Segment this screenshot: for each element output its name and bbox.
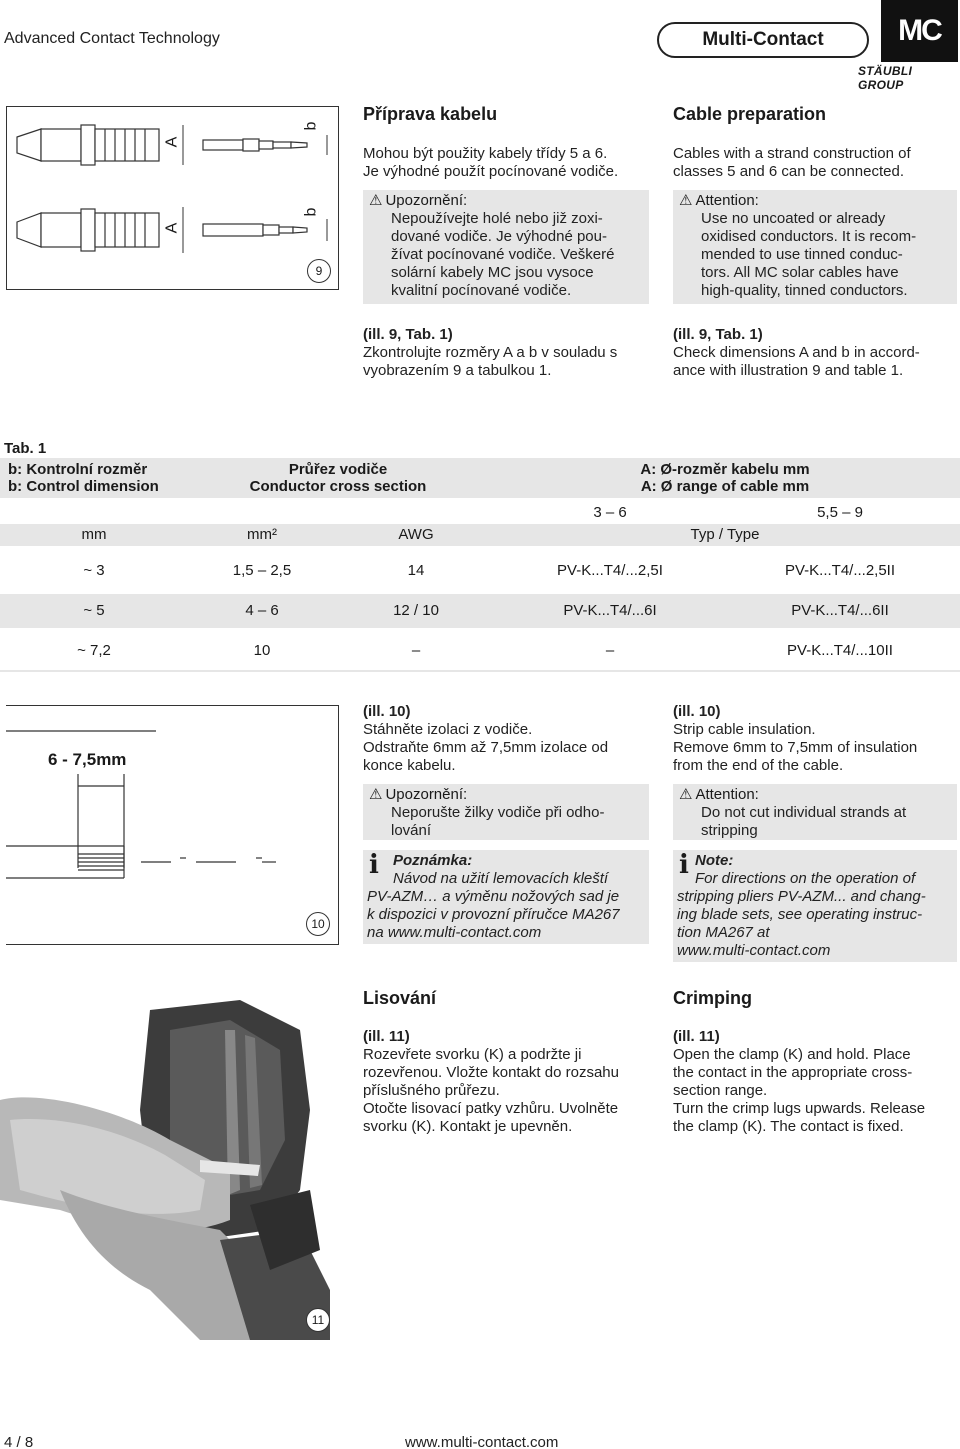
text-line: Je výhodné použít pocínované vodiče. (363, 163, 619, 180)
cell-type-1: PV-K...T4/...2,5I (557, 562, 663, 579)
cell-awg: 14 (407, 562, 425, 579)
cz-warning2-title-row (369, 786, 643, 804)
figure-11-photo (0, 990, 340, 1340)
warning-icon: ⚠ (679, 192, 693, 209)
figure-number-9: 9 (307, 259, 331, 283)
cz-ill11-block (363, 1028, 658, 1136)
en-warning-title: Attention: (695, 192, 759, 209)
text-line: classes 5 and 6 can be connected. (673, 163, 904, 180)
header-cross-section-cz: Průřez vodiče (288, 461, 388, 478)
warning-icon: ⚠ (679, 786, 693, 803)
warning-icon: ⚠ (369, 786, 383, 803)
cz-warning-title-row (369, 192, 643, 210)
text-line: www.multi-contact.com (677, 942, 831, 959)
range-3-6: 3 – 6 (593, 504, 627, 521)
text-line: Check dimensions A and b in accord- (673, 344, 920, 361)
en-warning-box (673, 190, 957, 304)
connector-drawing (7, 107, 340, 291)
dimension-A-lower: A (163, 222, 181, 234)
text-line: kvalitní pocínované vodiče. (391, 282, 572, 299)
table-row (0, 636, 960, 666)
text-line: na www.multi-contact.com (367, 924, 542, 941)
table-bottom-rule (0, 670, 960, 672)
text-line: ance with illustration 9 and table 1. (673, 362, 904, 379)
cz-warning-title: Upozornění: (385, 192, 468, 209)
header-control-dim-en: b: Control dimension (8, 478, 159, 495)
cz-note-text (367, 870, 647, 942)
unit-type: Typ / Type (690, 526, 760, 543)
cz-ill9-block (363, 326, 653, 380)
en-warning2-title-row (679, 786, 951, 804)
cell-mm2: 4 – 6 (245, 602, 279, 619)
text-line: high-quality, tinned conductors. (701, 282, 908, 299)
dimension-b-lower: b (302, 207, 320, 217)
en-ill10-block (673, 703, 958, 775)
dimension-A-upper: A (163, 136, 181, 148)
text-line: Use no uncoated or already (701, 210, 886, 227)
cz-prep-title: Příprava kabelu (363, 104, 498, 124)
text-line: solární kabely MC jsou vysoce (391, 264, 594, 281)
text-line: Cables with a strand construction of (673, 145, 911, 162)
text-line: PV-AZM… a výměnu nožových sad je (367, 888, 620, 905)
ill-reference: (ill. 10) (673, 703, 721, 720)
figure-number-11: 11 (306, 1308, 330, 1332)
table-row (0, 556, 960, 586)
ill-reference: (ill. 11) (673, 1028, 720, 1045)
cz-crimp-title: Lisování (363, 988, 437, 1008)
table-header (0, 458, 960, 498)
en-ill9-block (673, 326, 958, 380)
text-line: k dispozici v provozní příručce MA267 (367, 906, 620, 923)
en-warning2-box (673, 784, 957, 840)
text-line: the contact in the appropriate cross- (673, 1064, 913, 1081)
cell-awg: – (411, 642, 421, 659)
text-line: rozevřenou. Vložte kontakt do rozsahu (363, 1064, 619, 1081)
text-line: tors. All MC solar cables have (701, 264, 899, 281)
header-company-text: Advanced Contact Technology (4, 30, 220, 47)
text-line: stripping pliers PV-AZM... and chang- (677, 888, 926, 905)
text-line: from the end of the cable. (673, 757, 844, 774)
cz-note-box (363, 850, 649, 944)
figure-number-10: 10 (306, 912, 330, 936)
text-line: dované vodiče. Je výhodné pou- (391, 228, 607, 245)
en-note-box (673, 850, 957, 962)
cell-awg: 12 / 10 (393, 602, 439, 619)
en-warning-text (679, 210, 951, 300)
text-line: konce kabelu. (363, 757, 456, 774)
cell-type-2: PV-K...T4/...10II (787, 642, 893, 659)
text-line: ing blade sets, see operating instruc- (677, 906, 923, 923)
brand-badge: Multi-Contact (657, 22, 869, 58)
unit-mm2: mm² (247, 526, 277, 543)
cell-b: ~ 7,2 (77, 642, 111, 659)
cz-note-title: Poznámka: (393, 852, 473, 869)
text-line: svorku (K). Kontakt je upevněn. (363, 1118, 573, 1135)
en-prep-text (673, 145, 958, 181)
ill-reference: (ill. 10) (363, 703, 411, 720)
text-line: Rozevřete svorku (K) a podržte ji (363, 1046, 582, 1063)
en-note-text (677, 870, 955, 960)
info-icon: i (369, 850, 379, 880)
dimension-b-upper: b (302, 121, 320, 131)
en-warning2-text (679, 804, 951, 840)
text-line: tion MA267 at (677, 924, 770, 941)
cz-ill10-block (363, 703, 653, 775)
text-line: Mohou být použity kabely třídy 5 a 6. (363, 145, 608, 162)
stripping-drawing (6, 706, 339, 946)
info-icon: i (679, 850, 689, 880)
cell-mm2: 1,5 – 2,5 (232, 562, 292, 579)
cell-type-1: – (605, 642, 615, 659)
text-line: section range. (673, 1082, 768, 1099)
cell-type-2: PV-K...T4/...2,5II (784, 562, 896, 579)
cz-warning2-title: Upozornění: (385, 786, 468, 803)
footer-url[interactable]: www.multi-contact.com (405, 1434, 559, 1449)
text-line: žívat pocínované vodiče. Veškeré (391, 246, 615, 263)
text-line: Remove 6mm to 7,5mm of insulation (673, 739, 918, 756)
text-line: oxidised conductors. It is recom- (701, 228, 917, 245)
en-warning-title-row (679, 192, 951, 210)
header-cross-section-en: Conductor cross section (249, 478, 427, 495)
ill-reference: (ill. 11) (363, 1028, 410, 1045)
en-warning2-title: Attention: (695, 786, 759, 803)
table-row (0, 594, 960, 628)
text-line: Otočte lisovací patky vzhůru. Uvolněte (363, 1100, 619, 1117)
unit-mm: mm (81, 526, 107, 543)
text-line: stripping (701, 822, 758, 839)
cell-type-2: PV-K...T4/...6II (791, 602, 889, 619)
text-line: Stáhněte izolaci z vodiče. (363, 721, 533, 738)
cz-warning-text (369, 210, 643, 300)
text-line: Do not cut individual strands at (701, 804, 907, 821)
strip-length-label: 6 - 7,5mm (48, 750, 127, 769)
ill-reference: (ill. 9, Tab. 1) (673, 326, 763, 343)
text-line: Návod na užití lemovacích kleští (393, 870, 609, 887)
header-cable-range-cz: A: Ø-rozměr kabelu mm (640, 461, 810, 478)
text-line: Strip cable insulation. (673, 721, 816, 738)
range-5-9: 5,5 – 9 (817, 504, 863, 521)
cell-type-1: PV-K...T4/...6I (563, 602, 657, 619)
cell-b: ~ 5 (83, 602, 105, 619)
text-line: Turn the crimp lugs upwards. Release (673, 1100, 926, 1117)
text-line: Open the clamp (K) and hold. Place (673, 1046, 911, 1063)
cell-mm2: 10 (253, 642, 271, 659)
table-label: Tab. 1 (4, 440, 47, 457)
logo-subtitle: STÄUBLI GROUP (858, 64, 913, 92)
figure-10 (6, 705, 339, 945)
header-cable-range-en: A: Ø range of cable mm (640, 478, 810, 495)
warning-icon: ⚠ (369, 192, 383, 209)
cz-warning2-box (363, 784, 649, 840)
text-line: Zkontrolujte rozměry A a b v souladu s (363, 344, 618, 361)
text-line: příslušného průřezu. (363, 1082, 500, 1099)
en-ill11-block (673, 1028, 958, 1136)
mc-logo: MC (881, 0, 958, 62)
text-line: Nepoužívejte holé nebo již zoxi- (391, 210, 603, 227)
text-line: lování (391, 822, 432, 839)
text-line: the clamp (K). The contact is fixed. (673, 1118, 904, 1135)
cz-warning2-text (369, 804, 643, 840)
text-line: For directions on the operation of (695, 870, 916, 887)
table-units-row (0, 524, 960, 546)
cz-warning-box (363, 190, 649, 304)
ill-reference: (ill. 9, Tab. 1) (363, 326, 453, 343)
header-control-dim-cz: b: Kontrolní rozměr (8, 461, 148, 478)
en-note-title: Note: (695, 852, 734, 869)
cz-prep-text (363, 145, 653, 181)
text-line: Odstraňte 6mm až 7,5mm izolace od (363, 739, 609, 756)
en-crimp-title: Crimping (673, 988, 752, 1008)
text-line: Neporušte žilky vodiče při odho- (391, 804, 605, 821)
text-line: vyobrazením 9 a tabulkou 1. (363, 362, 552, 379)
crimping-pliers-photo (0, 990, 340, 1340)
text-line: mended to use tinned conduc- (701, 246, 903, 263)
unit-awg: AWG (398, 526, 434, 543)
page-number: 4 / 8 (4, 1434, 34, 1449)
table-range-row (0, 498, 960, 524)
cell-b: ~ 3 (83, 562, 105, 579)
en-prep-title: Cable preparation (673, 104, 827, 124)
figure-9 (6, 106, 339, 290)
